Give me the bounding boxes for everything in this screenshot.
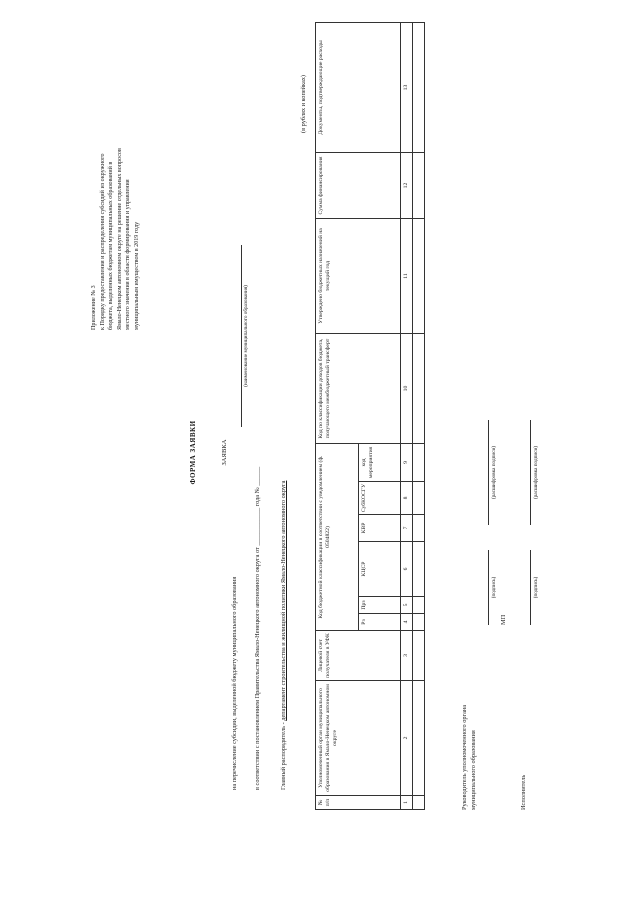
executor-label: Исполнитель	[520, 774, 527, 810]
column-number-row	[401, 23, 413, 810]
column-number: 10	[401, 334, 413, 444]
subheader-prz: Прз	[358, 597, 401, 614]
header-approved: Утверждено бюджетных назначений на текущий год	[316, 219, 401, 334]
municipality-caption: (наименование муниципального образования)	[243, 285, 249, 387]
column-number: 3	[401, 631, 413, 681]
header-account: Лицевой счет получателя в УФК	[316, 631, 401, 681]
resolution-line: в соответствии с постановлением Правительства Ямало-Ненецкого автономного округа от ____________ года № ______	[254, 466, 261, 790]
head-signature-line	[488, 550, 489, 625]
appendix-line: местного значения в области формирования и управления	[125, 179, 132, 330]
appendix-line: к Порядку предоставления и распределения субсидий из окружного	[99, 153, 106, 330]
subheader-kcsr: КЦСР	[358, 542, 401, 597]
header-amount: Сумма финансирования	[316, 153, 401, 219]
head-decode-caption: (расшифровка подписи)	[491, 446, 497, 499]
header-income-code: Код по классификации доходов бюджета, получающего межбюджетный трансферт	[316, 334, 401, 444]
head-signature-caption: (подпись)	[491, 576, 497, 599]
column-number: 8	[401, 482, 413, 515]
appendix-line: Ямало-Ненецком автономном округе на решение отдельных вопросов	[116, 148, 123, 330]
subheader-event-code: код мероприятия	[358, 444, 401, 482]
executor-signature-caption: (подпись)	[533, 576, 539, 599]
appendix-line: муниципальным имуществом в 2019 году	[133, 221, 140, 330]
appendix-line: бюджета, выделенных бюджетам муниципальных образований в	[108, 161, 115, 330]
column-number: 12	[401, 153, 413, 219]
form-title: ФОРМА ЗАЯВКИ	[189, 420, 197, 485]
header-documents: Документы, подтверждающие расходы	[316, 23, 401, 153]
chief-manager-label: Главный распорядитель -	[280, 720, 287, 790]
column-number: 11	[401, 219, 413, 334]
stamp-place: МП	[500, 614, 507, 625]
table-row	[413, 23, 425, 810]
head-signature-label: Руководитель уполномоченного органа муниципального образования	[461, 704, 478, 810]
chief-manager-value: департамент строительства и жилищной политики Ямало-Ненецкого автономного округа	[280, 480, 287, 721]
chief-manager-line	[280, 70, 288, 790]
municipality-blank-line	[241, 245, 242, 427]
column-number: 13	[401, 23, 413, 153]
column-number: 9	[401, 444, 413, 482]
subheader-subkosgu: СубКОСГУ	[358, 482, 401, 515]
appendix-block	[90, 30, 141, 330]
header-budget-code: Код бюджетной классификации в соответствии с уведомлением (ф. 0504822)	[316, 444, 359, 631]
table-header-row	[316, 23, 359, 810]
executor-signature-line	[530, 550, 531, 625]
column-number: 5	[401, 597, 413, 614]
column-number: 2	[401, 681, 413, 796]
application-table	[315, 22, 425, 810]
document-title: ЗАЯВКА	[221, 439, 228, 466]
header-organ: Уполномоченный орган муниципального образования в Ямало-Ненецком автономном округе	[316, 681, 401, 796]
appendix-line: Приложение № 3	[91, 285, 97, 330]
subheader-rz: Рз	[358, 614, 401, 631]
column-number: 4	[401, 614, 413, 631]
subheader-kvr: КВР	[358, 515, 401, 542]
column-number: 6	[401, 542, 413, 597]
units-note: (в рублях и копейках)	[300, 75, 307, 133]
executor-decode-line	[530, 420, 531, 525]
header-num: № п/п	[316, 796, 401, 810]
executor-decode-caption: (расшифровка подписи)	[533, 446, 539, 499]
head-decode-line	[488, 420, 489, 525]
column-number: 1	[401, 796, 413, 810]
column-number: 7	[401, 515, 413, 542]
subsidy-purpose-line: на перечисление субсидии, выделенной бюджету муниципального образования	[231, 576, 238, 790]
